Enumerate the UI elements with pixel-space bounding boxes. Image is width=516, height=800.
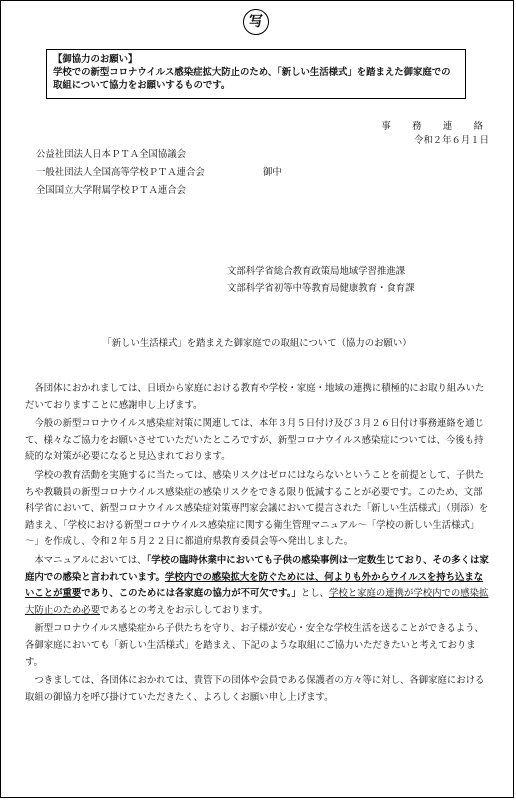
document-title: 「新しい生活様式」を踏まえた御家庭での取組について（協力のお願い）: [102, 338, 412, 349]
manual-intro: 本マニュアルにおいては、: [34, 554, 147, 566]
sender: 文部科学省初等中等教育局健康教育・食育課: [227, 283, 415, 294]
sender-list: [227, 263, 415, 297]
manual-quote-1: 「学校の臨時休業中においても子供の感染事例は一定数生じており、その多くは家庭内での感染と言われています。: [25, 554, 489, 583]
body-paragraph: 学校の教育活動を実施するに当たっては、感染リスクはゼロにはならないということを前提として、子供たちや教職員の新型コロナウイルス感染症の感染リスクをできる限り低減することが必要です。このため、文部科学省において、新型コロナウイルス感染症対策専門家会議において提言された「新しい生活様式」（別添）を踏まえ、「学校における新型コロナウイルス感染症に関する衛生管理マニュアル～「学校の新しい生活様式」～」を作成し、令和２年５月２２日に都道府県教育委員会等へ発出しました。: [25, 469, 489, 548]
body-paragraph: 各団体におかれましては、日頃から家庭における教育や学校・家庭・地域の連携に積極的にお取り組みいただいておりますことに感謝申し上げます。: [25, 383, 485, 411]
body-paragraph: 新型コロナウイルス感染症から子供たちを守り、お子様が安心・安全な学校生活を送ることができるよう、各御家庭においても「新しい生活様式」を踏まえ、下記のような取組にご協力いただきたいと考えております。: [25, 623, 484, 668]
body-paragraph: つきましては、各団体におかれては、貴管下の団体や会員である保護者の方々等に対し、各御家庭における取組の御協力を呼び掛けていただきたく、よろしくお願い申し上げます。: [25, 675, 485, 703]
cooperation-notice-box: [46, 49, 466, 99]
manual-quote-underlined: 学校内での感染拡大を防ぐためには、何よりも外からウイルスを持ち込まないことが重要: [25, 571, 484, 600]
recipient: 全国国立大学附属学校ＰＴＡ連合会: [36, 185, 187, 196]
manual-mid: とし、: [300, 588, 329, 600]
body-paragraph-manual: [25, 553, 491, 619]
manual-underlined: 学校と家庭の連携が学校内での感染拡大防止のため必要: [25, 588, 489, 616]
document-type: 事 務 連 絡: [381, 121, 489, 132]
copy-stamp: 写: [243, 9, 269, 35]
recipient: 一般社団法人全国高等学校ＰＴＡ連合会: [36, 167, 205, 178]
notice-text: 学校での新型コロナウイルス感染症拡大防止のため、「新しい生活様式」を踏まえた御家庭での取組について協力をお願いするものです。: [53, 67, 451, 91]
document-date: 令和２年６月１日: [413, 135, 489, 146]
sender: 文部科学省総合教育政策局地域学習推進課: [227, 266, 406, 277]
document-body: [25, 381, 491, 708]
manual-end: であるとの考えをお示ししております。: [100, 604, 269, 616]
body-paragraph: 今般の新型コロナウイルス感染症対策に関連しては、本年３月５日付け及び３月２６日付け事務連絡を通じて、様々なご協力をお願いさせていただいたところですが、新型コロナウイルス感染症については、今後も持続的な対策が必要になると見込まれております。: [25, 418, 484, 463]
manual-quote-2: であり、このためには各家庭の協力が不可欠です。」: [81, 588, 301, 600]
honorific: 御中: [263, 167, 282, 178]
notice-heading: 【御協力のお願い】: [53, 54, 138, 65]
recipient-list: [36, 146, 205, 200]
recipient: 公益社団法人日本ＰＴＡ全国協議会: [36, 149, 187, 160]
